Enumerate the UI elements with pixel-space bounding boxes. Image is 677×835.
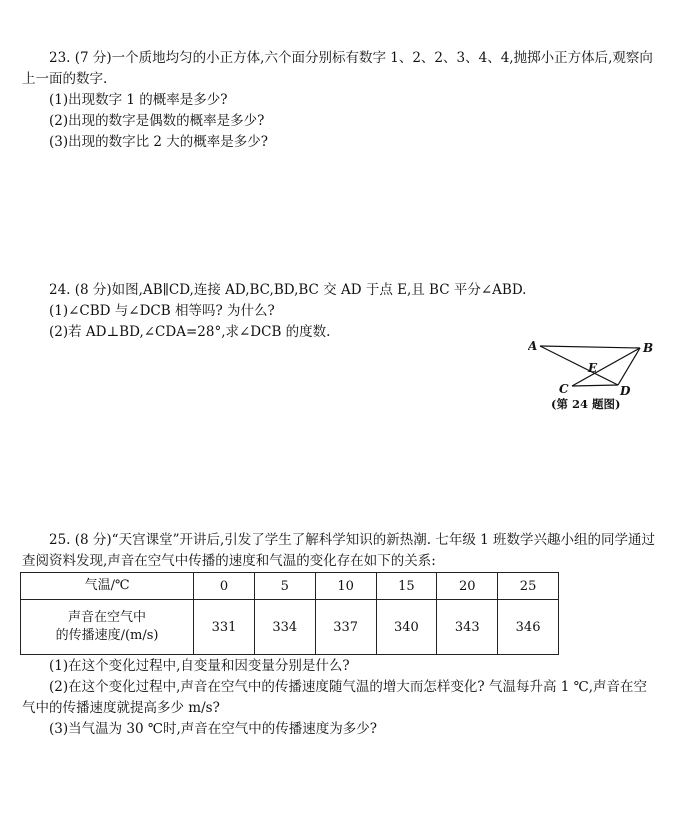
temperature-speed-table <box>20 572 559 655</box>
table-row-temperature <box>21 573 559 600</box>
question-23-part-2: (2)出现的数字是偶数的概率是多少? <box>49 113 265 129</box>
table-cell: 20 <box>437 573 498 600</box>
table-cell: 331 <box>194 600 255 655</box>
table-cell: 25 <box>498 573 559 600</box>
table-cell: 15 <box>376 573 437 600</box>
table-cell: 5 <box>254 573 315 600</box>
question-24-stem: 24. (8 分)如图,AB∥CD,连接 AD,BC,BD,BC 交 AD 于点 E,且 BC 平分∠ABD. <box>49 282 527 298</box>
question-25 <box>22 530 656 572</box>
table-row-speed <box>21 600 559 655</box>
question-25-stem: 25. (8 分)“天宫课堂”开讲后,引发了学生了解科学知识的新热潮. 七年级 1 班数学兴趣小组的同学通过查阅资料发现,声音在空气中传播的速度和气温的变化存在如下的关系: <box>22 532 656 569</box>
question-25-parts <box>22 656 656 740</box>
table-cell: 334 <box>254 600 315 655</box>
segment-ab <box>540 346 640 348</box>
segment-ad <box>540 346 618 385</box>
question-23-part-3: (3)出现的数字比 2 大的概率是多少? <box>49 134 269 150</box>
segment-cd <box>572 385 618 386</box>
table-row-label-speed <box>21 600 194 655</box>
question-24-figure-caption: (第 24 题图) <box>551 397 621 411</box>
table-cell: 346 <box>498 600 559 655</box>
question-25-part-2: (2)在这个变化过程中,声音在空气中的传播速度随气温的增大而怎样变化? 气温每升高 1 ℃,声音在空气中的传播速度就提高多少 m/s? <box>22 679 648 716</box>
question-25-part-3: (3)当气温为 30 ℃时,声音在空气中的传播速度为多少? <box>49 721 378 737</box>
label-d: D <box>620 384 631 398</box>
question-23-stem: 23. (7 分)一个质地均匀的小正方体,六个面分别标有数字 1、2、2、3、4、4,抛掷小正方体后,观察向上一面的数字. <box>22 50 653 87</box>
question-23 <box>22 48 656 153</box>
label-c: C <box>559 382 569 396</box>
question-25-part-1: (1)在这个变化过程中,自变量和因变量分别是什么? <box>49 658 350 674</box>
question-24-part-2: (2)若 AD⊥BD,∠CDA=28°,求∠DCB 的度数. <box>49 324 331 340</box>
label-b: B <box>643 341 654 355</box>
table-row-label-temperature: 气温/℃ <box>21 573 194 600</box>
table-cell: 0 <box>194 573 255 600</box>
table-cell: 340 <box>376 600 437 655</box>
table-cell: 10 <box>315 573 376 600</box>
table-cell: 337 <box>315 600 376 655</box>
speed-label-line-1: 声音在空气中 <box>68 610 147 625</box>
table-cell: 343 <box>437 600 498 655</box>
label-e: E <box>588 361 598 375</box>
label-a: A <box>528 339 538 353</box>
speed-label-line-2: 的传播速度/(m/s) <box>55 628 159 643</box>
question-24-part-1: (1)∠CBD 与∠DCB 相等吗? 为什么? <box>49 303 275 319</box>
question-23-part-1: (1)出现数字 1 的概率是多少? <box>49 92 228 108</box>
